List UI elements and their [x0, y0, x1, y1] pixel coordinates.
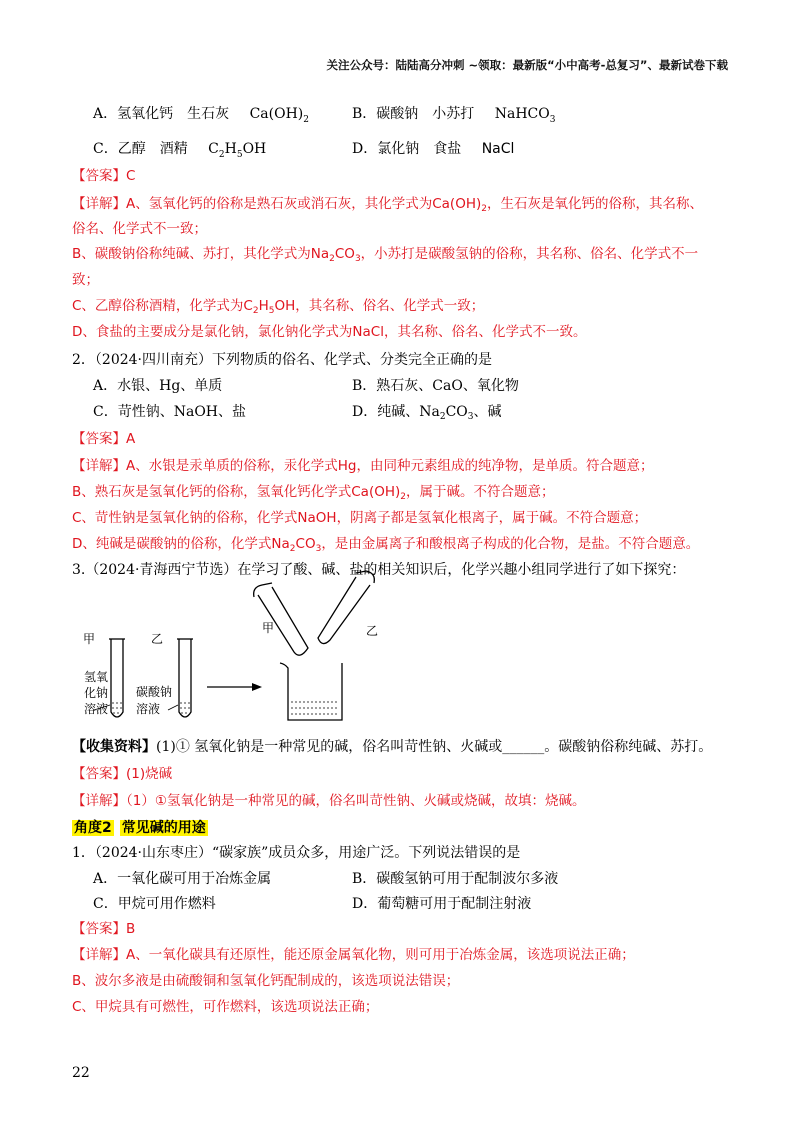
option-a: A．一氧化碳可用于冶炼金属: [93, 871, 272, 887]
solution-a-label: 化钠: [84, 686, 109, 700]
solution-a: [112, 703, 122, 713]
detail-line: B、波尔多液是由硫酸铜和氢氧化钙配制成的，该选项说法错误；: [72, 973, 460, 989]
answer-line: 【答案】(1)烧碱: [72, 766, 173, 782]
question-stem: 1．（2024·山东枣庄）“碳家族”成员众多，用途广泛。下列说法错误的是: [72, 845, 521, 861]
detail-line: 致；: [72, 272, 99, 288]
section-tag: 角度2: [74, 820, 112, 836]
question-stem: 2．（2024·四川南充）下列物质的俗名、化学式、分类完全正确的是: [72, 352, 492, 368]
arrow-icon: [207, 683, 262, 691]
detail-line: D、纯碱是碳酸钠的俗称，化学式$Na_2CO_3$，是由金属离子和酸根离子构成的化合物，是盐。不符合题意。: [72, 536, 700, 554]
detail-line: C、苛性钠是氢氧化钠的俗称，化学式NaOH，阴离子都是氢氧化根离子，属于碱。不符合题意；: [72, 510, 648, 526]
solution-a-label: 氢氧: [84, 670, 109, 684]
section-heading: [72, 818, 208, 838]
question-stem: 3.（2024·青海西宁节选）在学习了酸、碱、盐的相关知识后，化学兴趣小组同学进行了如下探究：: [72, 562, 686, 578]
option-d: D．葡萄糖可用于配制注射液: [352, 896, 532, 912]
detail-line: B、熟石灰是氢氧化钙的俗称，氢氧化钙化学式$Ca(OH)_2$，属于碱。不符合题意；: [72, 484, 555, 502]
option-d: D．氯化钠 食盐 NaCl: [352, 141, 515, 157]
detail-line: 【详解】A、一氧化碳具有还原性，能还原金属氧化物，则可用于冶炼金属，该选项说法正确；: [72, 947, 635, 963]
collect-info: 【收集资料】(1)① 氢氧化钠是一种常见的碱，俗名叫苛性钠、火碱或______。碳酸钠俗称纯碱、苏打。: [72, 739, 713, 755]
detail-line: 【详解】A、氢氧化钙的俗称是熟石灰或消石灰，其化学式为$Ca(OH)_2$，生石灰是氧化钙的俗称，其名称、: [72, 196, 703, 214]
option-c: C．乙醇 酒精 $C_2H_5OH$: [93, 141, 267, 160]
solution-b-label: 溶液: [136, 702, 161, 716]
page-number: 22: [72, 1065, 90, 1081]
test-tube-b: [177, 639, 193, 717]
detail-line: 俗名、化学式不一致；: [72, 221, 207, 237]
section-title: 常见碱的用途: [121, 820, 206, 836]
option-a: A．水银、Hg、单质: [93, 378, 223, 394]
solution-b: [180, 703, 190, 713]
detail-line: C、乙醇俗称酒精，化学式为$C_2H_5OH$，其名称、俗名、化学式一致；: [72, 298, 485, 316]
tube-b-label: 乙: [151, 632, 164, 646]
tube-a-label: 甲: [83, 632, 96, 646]
option-b: B．熟石灰、CaO、氧化物: [352, 378, 519, 394]
pour-b-label: 乙: [366, 624, 379, 638]
option-c: C．苛性钠、NaOH、盐: [93, 404, 247, 420]
answer-line: 【答案】A: [72, 431, 136, 447]
detail-line: B、碳酸钠俗称纯碱、苏打，其化学式为$Na_2CO_3$，小苏打是碳酸氢钠的俗称，其名称、俗名、化学式不一: [72, 246, 699, 264]
option-b: B．碳酸钠 小苏打 NaHCO$_3$: [352, 106, 556, 125]
solution-a-label: 溶液: [84, 702, 109, 716]
detail-line: D、食盐的主要成分是氯化钠，氯化钠化学式为NaCl，其名称、俗名、化学式不一致。: [72, 324, 587, 340]
page-header: 关注公众号：陆陆高分冲刺 ~领取：最新版“小中高考-总复习”、最新试卷下载: [326, 58, 728, 72]
pouring-tube-a: [254, 583, 308, 655]
option-c: C．甲烷可用作燃料: [93, 896, 216, 912]
detail-line: C、甲烷具有可燃性，可作燃料，该选项说法正确；: [72, 999, 379, 1015]
answer-line: 【答案】B: [72, 921, 136, 937]
solution-b-label: 碳酸钠: [136, 685, 173, 699]
option-b: B．碳酸氢钠可用于配制波尔多液: [352, 871, 559, 887]
pour-a-label: 甲: [262, 621, 275, 635]
test-tube-a: [109, 639, 125, 717]
beaker-solution: [291, 702, 339, 714]
option-d: D．纯碱、$Na_2CO_3$、碱: [352, 404, 502, 422]
detail-line: 【详解】（1）①氢氧化钠是一种常见的碱，俗名叫苛性钠、火碱或烧碱，故填：烧碱。: [72, 793, 586, 809]
option-a: A．氢氧化钙 生石灰 $Ca(OH)_2$: [93, 106, 309, 125]
answer-line: 【答案】C: [72, 168, 136, 184]
detail-line: 【详解】A、水银是汞单质的俗称，汞化学式Hg，由同种元素组成的纯净物，是单质。符合题意；: [72, 458, 654, 474]
beaker: [280, 663, 342, 720]
